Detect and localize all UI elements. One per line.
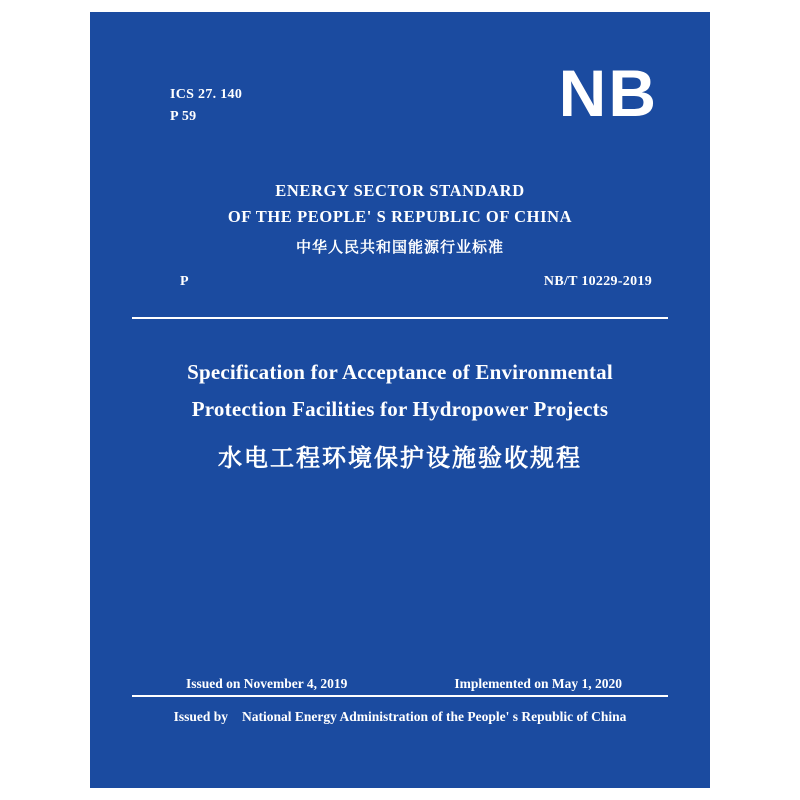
standard-heading-chinese: 中华人民共和国能源行业标准	[295, 238, 504, 257]
date-row	[90, 676, 710, 696]
implemented-date: Implemented on May 1, 2020	[454, 676, 622, 691]
issued-by-organization: National Energy Administration of the People' s Republic of China	[242, 709, 627, 724]
code-row	[90, 274, 710, 294]
nb-logo: NB	[558, 56, 658, 130]
standard-heading	[90, 178, 710, 257]
title-english-line-1: Specification for Acceptance of Environmental	[187, 360, 613, 384]
standard-heading-line-1: ENERGY SECTOR STANDARD	[275, 181, 525, 200]
code-prefix: P	[180, 274, 189, 289]
issued-by-label: Issued by	[173, 709, 228, 724]
title-chinese: 水电工程环境保护设施验收规程	[218, 443, 582, 472]
ics-block	[170, 84, 242, 127]
document-title	[130, 354, 670, 473]
issued-date: Issued on November 4, 2019	[186, 676, 348, 691]
title-english-line-2: Protection Facilities for Hydropower Projects	[191, 396, 609, 421]
issuer-line	[90, 709, 710, 725]
standard-heading-line-2: OF THE PEOPLE' S REPUBLIC OF CHINA	[227, 206, 573, 226]
classification-code: P 59	[170, 108, 197, 124]
ics-number: ICS 27. 140	[170, 87, 243, 102]
divider-top	[132, 317, 668, 319]
divider-bottom	[132, 695, 668, 697]
standard-cover	[90, 12, 710, 788]
standard-number: NB/T 10229-2019	[543, 274, 652, 289]
